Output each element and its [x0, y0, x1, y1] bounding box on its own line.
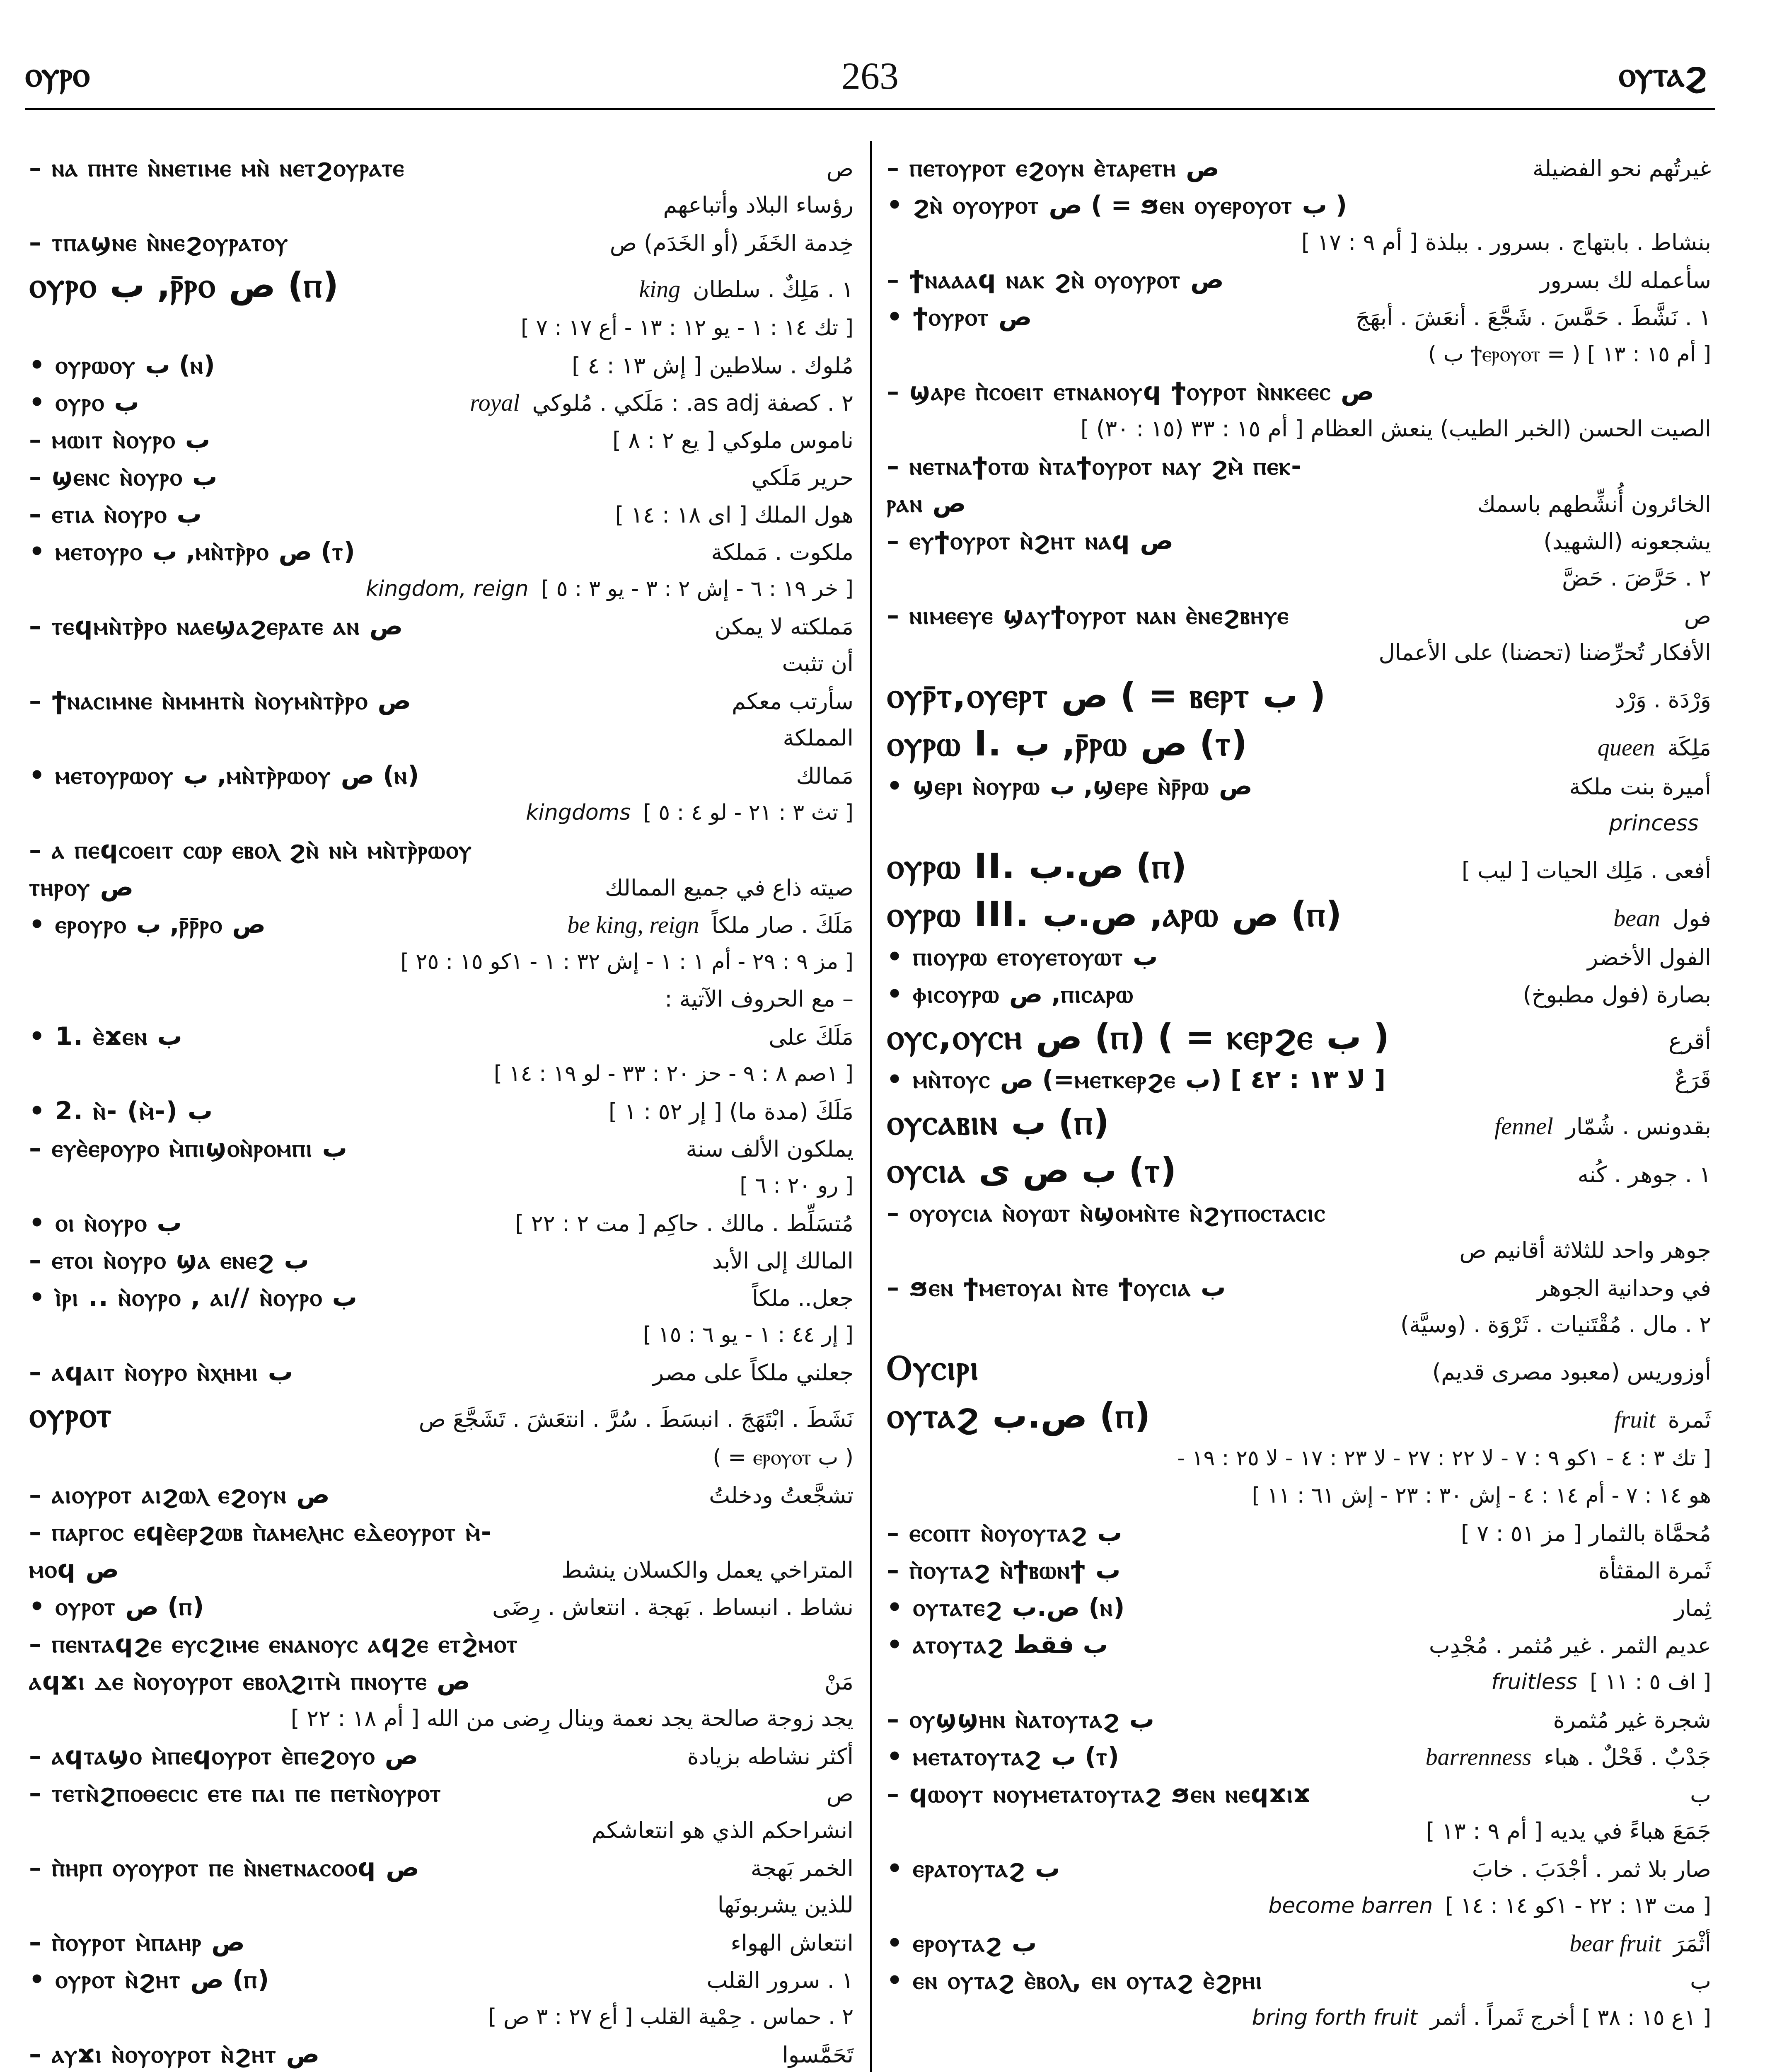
coptic-text: – ⲁ ⲡⲉϥⲥⲟⲉⲓⲧ ⲥⲱⲣ ⲉⲃⲟⲗ ϩⲛ̀ ⲛⲙ̀ ⲙⲛ̀ⲧⲣ̀ⲣⲱⲟⲩ	[29, 835, 472, 864]
arabic-gloss: ٢ . كصفة as adj. : مَلَكي . مُلوكي	[532, 390, 853, 416]
entry-line	[887, 1589, 1711, 1626]
scripture-reference: [ ١ع ١٥ : ٣٨ ] أخرج ثَمراً . أثمر	[1430, 2005, 1711, 2030]
entry-line	[29, 1625, 853, 1663]
arabic-gloss: مَلِكَة	[1667, 735, 1711, 761]
arabic-gloss: أكثر نشاطه بزيادة	[687, 1743, 853, 1769]
entry-line	[887, 149, 1711, 186]
coptic-text: • ⲁⲧⲟⲩⲧⲁϩ ب فقط	[887, 1630, 1108, 1659]
lemma-headword	[887, 1013, 1711, 1061]
lemma-headword	[29, 261, 853, 309]
entry-line	[29, 496, 853, 533]
entry-line	[29, 608, 853, 645]
reference-line	[887, 1999, 1711, 2036]
coptic-text: – ⲡ̀ⲟⲩⲧⲁϩ ⲛ̀ϯⲃⲱⲛϯ ب	[887, 1556, 1121, 1585]
arabic-gloss: ثَمرة المقثأة	[1598, 1558, 1711, 1584]
english-gloss: barrenness	[1425, 1743, 1532, 1770]
arabic-gloss: قَرَعٌ	[1675, 1067, 1711, 1093]
scripture-reference: ٢ . حماس . حِمْية القلب [ أع ٢٧ : ٣ ص ]	[488, 2004, 853, 2029]
entry-line	[29, 421, 853, 458]
lemma-headword	[887, 1146, 1711, 1194]
right-column	[887, 149, 1711, 2036]
entry-line	[29, 533, 853, 570]
arabic-gloss: مَنْ	[824, 1669, 853, 1695]
reference-line	[29, 570, 853, 608]
arabic-gloss: صار بلا ثمر . أجْدَبَ . خابَ	[1472, 1856, 1711, 1882]
coptic-text: ⲟⲩⲥⲁⲃⲓⲛ ب (ⲡ)	[887, 1102, 1109, 1143]
arabic-gloss: الصيت الحسن (الخبر الطيب) ينعش العظام [ أم ١٥ : ٣٣ (١٥ : ٣٠) ]	[1080, 416, 1711, 442]
entry-line	[887, 975, 1711, 1013]
scripture-reference: [ اف ٥ : ١١ ]	[1590, 1670, 1711, 1694]
entry-line	[29, 224, 853, 261]
scripture-reference: [ رو ٢٠ : ٦ ]	[740, 1173, 853, 1198]
coptic-text: ⲟⲩⲧⲁϩ ص.ب (ⲡ)	[887, 1395, 1151, 1436]
arabic-gloss: أوزوريس (معبود مصرى قديم)	[1432, 1359, 1711, 1385]
coptic-text: – ϣⲉⲛⲥ ⲛ̀ⲟⲩⲣⲟ ب	[29, 462, 218, 491]
arabic-gloss: نشاط . انبساط . بَهجة . انتعاش . رِضَى	[492, 1594, 853, 1620]
entry-line	[29, 458, 853, 496]
entry-line	[887, 1552, 1711, 1589]
entry-line	[887, 938, 1711, 975]
lemma-headword	[29, 1391, 853, 1439]
coptic-text: • ⲙⲉⲧⲁⲧⲟⲩⲧⲁϩ ب (ⲧ)	[887, 1742, 1119, 1771]
english-gloss: fruit	[1614, 1406, 1656, 1433]
coptic-text: – ⲧⲉϥⲙⲛ̀ⲧⲣ̀ⲣⲟ ⲛⲁⲉϣⲁϩⲉⲣⲁⲧⲉ ⲁⲛ ص	[29, 612, 403, 641]
arabic-gloss: الفول الأخضر	[1587, 944, 1711, 971]
coptic-text: • ⲡⲓⲟⲩⲣⲱ ⲉⲧⲟⲩⲉⲧⲟⲩⲱⲧ ب	[887, 942, 1158, 971]
coptic-text: – ⲁϥⲁⲓⲧ ⲛ̀ⲟⲩⲣⲟ ⲛ̀ⲭⲏⲙⲓ ب	[29, 1358, 293, 1387]
arabic-gloss: جوهر واحد للثلاثة أقانيم ص	[1459, 1237, 1711, 1263]
entry-line	[29, 1279, 853, 1316]
arabic-gloss: صيته ذاع في جميع الممالك	[604, 875, 853, 901]
scripture-reference: [ مت ١٣ : ٢٢ - ١كو ١٤ : ١٤ ]	[1445, 1893, 1711, 1918]
gloss-continuation	[29, 186, 853, 224]
scripture-reference: [ تك ٣ : ٤ - ١كو ٩ : ٧ - لا ٢٢ : ٢٧ - لا ٢٣ : ١٧ - لا ٢٥ : ١٩ -	[1177, 1446, 1711, 1471]
arabic-gloss: يشجعونه (الشهيد)	[1543, 528, 1711, 554]
scripture-reference: [ خر ١٩ : ٦ - إش ٢ : ٣ - يو ٣ : ٥ ]	[541, 576, 853, 601]
arabic-gloss: ثِمار	[1674, 1595, 1711, 1621]
arabic-gloss: انشراحكم الذي هو انتعاشكم	[592, 1817, 853, 1843]
coptic-text: • ⲟⲩⲣⲟ ب	[29, 388, 139, 417]
coptic-text: ⲟⲩⲣⲱ II. ص.ب (ⲡ)	[887, 846, 1187, 886]
gloss-continuation	[29, 980, 853, 1018]
entry-line	[887, 1514, 1711, 1552]
entry-line	[887, 767, 1711, 805]
arabic-gloss: رؤساء البلاد وأتباعهم	[663, 192, 853, 218]
entry-line	[29, 1130, 853, 1167]
arabic-gloss: ١ . نَشَّطَ . حَمَّسَ . شَجَّعَ . أنعَشَ . أبهَجَ	[1356, 305, 1711, 331]
page-header	[25, 46, 1715, 110]
entry-line	[887, 485, 1711, 522]
coptic-text: • ϯⲟⲩⲣⲟⲧ ص	[887, 303, 1032, 332]
reference-line	[887, 1663, 1711, 1701]
coptic-text: • ⲟⲩⲣⲟⲧ ص (ⲡ)	[29, 1592, 204, 1621]
scripture-reference: [ تك ١٤ : ١ - يو ١٢ : ١٣ - أع ١٧ : ٧ ]	[520, 315, 853, 340]
reference-line	[29, 1998, 853, 2036]
entry-line	[29, 906, 853, 943]
coptic-text: • ⲫⲓⲥⲟⲩⲣⲱ ص ,ⲡⲓⲥⲁⲣⲱ	[887, 980, 1134, 1009]
english-gloss: bring forth fruit	[1252, 2005, 1418, 2030]
entry-line	[29, 1663, 853, 1700]
entry-line	[887, 1194, 1711, 1232]
page-number: 263	[841, 55, 899, 97]
lemma-headword	[887, 671, 1711, 719]
coptic-text: – ϣⲁⲣⲉ ⲡ̀ⲥⲟⲉⲓⲧ ⲉⲧⲛⲁⲛⲟⲩϥ ϯⲟⲩⲣⲟⲧ ⲛ̀ⲛⲕⲉⲉⲥ ص	[887, 377, 1374, 406]
lemma-headword	[887, 1392, 1711, 1440]
coptic-text: ⲟⲩⲥ,ⲟⲩⲥⲏ ص (ⲡ) ( = ⲕⲉⲣϩⲉ ب )	[887, 1017, 1390, 1057]
arabic-gloss: ب	[1690, 1968, 1711, 1994]
english-gloss: royal	[470, 389, 520, 416]
arabic-gloss: ١ . مَلِكٌ . سلطان	[693, 276, 853, 303]
entry-line	[29, 1204, 853, 1242]
coptic-text: • ⲓ̀ⲣⲓ .. ⲛ̀ⲟⲩⲣⲟ , ⲁⲓ// ⲛ̀ⲟⲩⲣⲟ ب	[29, 1283, 357, 1312]
coptic-text: • ϣⲉⲣⲓ ⲛ̀ⲟⲩⲣⲱ ب ,ϣⲉⲣⲉ ⲛ̀ⲣ̄ⲣⲱ ص	[887, 772, 1252, 801]
arabic-gloss: مُحمَّاة بالثمار [ مز ٥١ : ٧ ]	[1461, 1520, 1711, 1547]
arabic-gloss: أن تثبت	[782, 650, 853, 676]
coptic-text: – ⲉⲧⲓⲁ ⲛ̀ⲟⲩⲣⲟ ب	[29, 500, 202, 529]
entry-line	[887, 522, 1711, 559]
entry-line	[887, 1701, 1711, 1738]
coptic-text: • ⲟⲩⲧⲁⲧⲉϩ ص.ب (ⲛ)	[887, 1593, 1125, 1622]
arabic-gloss: الأفكار تُحرِّضنا (تحضنا) على الأعمال	[1378, 639, 1711, 666]
coptic-text: – ⲟⲩⲟⲩⲥⲓⲁ ⲛ̀ⲟⲩⲱⲧ ⲛ̀ϣⲟⲙⲛ̀ⲧⲉ ⲛ̀ϩⲩⲡⲟⲥⲧⲁⲥⲓⲥ	[887, 1198, 1326, 1227]
entry-line	[887, 1850, 1711, 1887]
lemma-headword	[887, 890, 1711, 938]
arabic-gloss: مَمالك	[796, 763, 853, 789]
gloss-continuation	[887, 1232, 1711, 1269]
reference-line	[29, 1167, 853, 1204]
entry-line	[887, 1061, 1711, 1098]
coptic-text: ⲁϥϫⲓ ⲇⲉ ⲛ̀ⲟⲩⲟⲩⲣⲟⲧ ⲉⲃⲟⲗϩⲓⲧⲙ̀ ⲡⲛⲟⲩⲧⲉ ص	[29, 1667, 470, 1696]
coptic-text: – ϯⲛⲁⲁⲁϥ ⲛⲁⲕ ϩⲛ̀ ⲟⲩⲟⲩⲣⲟⲧ ص	[887, 265, 1224, 294]
coptic-text: – ϯⲛⲁⲥⲓⲙⲛⲉ ⲛ̀ⲙⲙⲏⲧⲛ̀ ⲛ̀ⲟⲩⲙⲛ̀ⲧⲣ̀ⲣⲟ ص	[29, 686, 411, 715]
arabic-gloss: المملكة	[783, 725, 853, 751]
coptic-text: ⲟⲩⲥⲓⲁ ب ص ى (ⲧ)	[887, 1150, 1177, 1191]
lemma-headword	[887, 1098, 1711, 1146]
coptic-text: – ⲁⲓⲟⲩⲣⲟⲧ ⲁⲓϩⲱⲗ ⲉϩⲟⲩⲛ ص	[29, 1480, 330, 1509]
entry-line	[29, 1353, 853, 1391]
coptic-text: – ⲙⲱⲓⲧ ⲛ̀ⲟⲩⲣⲟ ب	[29, 425, 210, 454]
gloss-continuation	[887, 1813, 1711, 1850]
scripture-reference: [ تث ٣ : ٢١ - لو ٤ : ٥ ]	[643, 800, 853, 825]
arabic-gloss: أميرة بنت ملكة	[1569, 774, 1711, 800]
entry-line	[887, 1775, 1711, 1813]
coptic-text: – ⲧⲡⲁϣⲛⲉ ⲛ̀ⲛⲉϩⲟⲩⲣⲁⲧⲟⲩ	[29, 228, 289, 257]
scripture-reference: ( = ⲉⲣⲟⲩⲟⲧ ب )	[713, 1445, 853, 1470]
reference-line	[887, 1477, 1711, 1514]
english-gloss: princess	[1609, 811, 1699, 836]
entry-line	[887, 298, 1711, 336]
arabic-gloss: يملكون الألف سنة	[686, 1136, 853, 1162]
english-gloss: king	[639, 276, 681, 303]
reference-line	[29, 1055, 853, 1092]
coptic-text: ⲙⲟϥ ص	[29, 1555, 119, 1584]
coptic-text: ⲟⲩⲣⲱ I. ب ,ⲣ̄ⲣⲱ ص (ⲧ)	[887, 723, 1248, 764]
entry-line	[887, 448, 1711, 485]
coptic-text: – ⲁϥⲧⲁϣⲟ ⲙ̀ⲡⲉϥⲟⲩⲣⲟⲧ ⲉ̀ⲡⲉϩⲟⲩⲟ ص	[29, 1741, 418, 1770]
coptic-text: Ⲟⲩⲥⲓⲣⲓ	[887, 1347, 979, 1388]
arabic-gloss: في وحدانية الجوهر	[1537, 1275, 1711, 1301]
arabic-gloss: ص	[826, 1781, 853, 1807]
arabic-gloss: – مع الحروف الآتية :	[665, 986, 853, 1012]
coptic-text: – ⲛⲉⲧⲛⲁϯⲟⲧⲱ ⲛ̀ⲧⲁϯⲟⲩⲣⲟⲧ ⲛⲁⲩ ϩⲙ̀ ⲡⲉⲕ-	[887, 452, 1303, 481]
coptic-text: – ⲛⲓⲙⲉⲉⲩⲉ ϣⲁⲩϯⲟⲩⲣⲟⲧ ⲛⲁⲛ ⲉ̀ⲛⲉϩⲃⲏⲩⲉ	[887, 601, 1289, 630]
coptic-text: • ⲟⲩⲣⲱⲟⲩ ب (ⲛ)	[29, 351, 215, 380]
arabic-gloss: ٢ . مال . مُقْتَنيات . ثَرْوَة . (وسيَّة)	[1400, 1312, 1711, 1338]
arabic-gloss: مَلَكَ . صار ملكاً	[711, 912, 853, 938]
lemma-headword	[887, 842, 1711, 890]
lemma-headword	[887, 719, 1711, 767]
arabic-gloss: ص	[826, 155, 853, 182]
reference-line	[887, 805, 1711, 842]
arabic-gloss: نَشَطَ . ابْتَهَجَ . انبسَطَ . سُرَّ . انتعَشَ . تَشَجَّعَ ص	[418, 1406, 853, 1432]
english-gloss: queen	[1597, 734, 1655, 761]
entry-line	[29, 1092, 853, 1130]
entry-line	[29, 1737, 853, 1774]
entry-line	[887, 261, 1711, 298]
lemma-headword	[887, 1343, 1711, 1392]
coptic-text: • ⲉⲣⲟⲩⲧⲁϩ ب	[887, 1929, 1037, 1958]
reference-line	[29, 309, 853, 346]
arabic-gloss: تشجَّعتُ ودخلتُ	[709, 1482, 853, 1508]
arabic-gloss: ناموس ملوكي [ يع ٢ : ٨ ]	[612, 427, 853, 453]
reference-line	[29, 1316, 853, 1353]
coptic-text: • ϩⲛ̀ ⲟⲩⲟⲩⲣⲟⲧ ص ( = ϧⲉⲛ ⲟⲩⲉⲣⲟⲩⲟⲧ ب )	[887, 191, 1347, 220]
gloss-continuation	[29, 1700, 853, 1737]
entry-line	[29, 384, 853, 421]
arabic-gloss: جَمَعَ هباءً في يديه [ أم ٩ : ١٣ ]	[1426, 1818, 1711, 1844]
arabic-gloss: شجرة غير مُثمرة	[1553, 1707, 1711, 1733]
gloss-continuation	[887, 634, 1711, 671]
arabic-gloss: جعلني ملكاً على مصر	[653, 1360, 853, 1386]
coptic-text: ⲟⲩⲣⲟ ب ,ⲣ̄ⲣⲟ ص (ⲡ)	[29, 265, 339, 305]
arabic-gloss: بصارة (فول مطبوخ)	[1523, 982, 1711, 1008]
entry-line	[29, 1018, 853, 1055]
coptic-text: – ⲉⲥⲟⲡⲧ ⲛ̀ⲟⲩⲟⲩⲧⲁϩ ب	[887, 1518, 1122, 1547]
arabic-gloss: وَرْدَة . وَرْد	[1615, 687, 1711, 713]
arabic-gloss: مَملكته لا يمكن	[714, 614, 853, 640]
coptic-text: ⲟⲩⲣⲟⲧ	[29, 1394, 112, 1435]
scripture-reference: [ أم ١٥ : ١٣ ] ( = ϯⲉⲣⲟⲩⲟⲧ ب )	[1428, 342, 1711, 367]
arabic-gloss: ملكوت . مَملكة	[711, 539, 853, 565]
coptic-text: • 2. ⲛ̀- (ⲙ̀-) ب	[29, 1097, 213, 1126]
entry-line	[887, 1924, 1711, 1962]
running-head-right: ⲟⲩⲧⲁϩ	[1618, 54, 1707, 94]
coptic-text: • ⲙⲉⲧⲟⲩⲣⲱⲟⲩ ب ,ⲙⲛ̀ⲧⲣ̀ⲣⲱⲟⲩ ص (ⲛ)	[29, 761, 419, 790]
entry-line	[29, 2036, 853, 2072]
entry-line	[29, 1588, 853, 1625]
arabic-gloss: مَلَكَ (مدة ما) [ إر ٥٢ : ١ ]	[608, 1099, 853, 1125]
arabic-gloss: تَحَمَّسوا	[782, 2042, 853, 2068]
arabic-gloss: حرير مَلَكي	[751, 465, 853, 491]
gloss-continuation	[29, 719, 853, 757]
arabic-gloss: جَدْبٌ . قَحْلٌ . هباء	[1544, 1744, 1711, 1770]
coptic-text: ⲧⲏⲣⲟⲩ ص	[29, 873, 134, 902]
english-gloss: fennel	[1494, 1113, 1553, 1140]
english-gloss: fruitless	[1491, 1670, 1578, 1694]
coptic-text: – ⲛⲁ ⲡⲏⲧⲉ ⲛ̀ⲛⲉⲧⲓⲙⲉ ⲙⲛ̀ ⲛⲉⲧϩⲟⲩⲣⲁⲧⲉ	[29, 153, 405, 182]
coptic-text: – ⲡ̀ⲏⲣⲡ ⲟⲩⲟⲩⲣⲟⲧ ⲡⲉ ⲛ̀ⲛⲉⲧⲛⲁⲥⲟⲟϥ ص	[29, 1853, 419, 1882]
entry-line	[887, 186, 1711, 224]
arabic-gloss: سأرتب معكم	[732, 688, 853, 714]
english-gloss: kingdoms	[526, 800, 631, 825]
arabic-gloss: هول الملك [ اى ١٨ : ١٤ ]	[615, 502, 853, 528]
arabic-gloss: ب	[1690, 1782, 1711, 1808]
entry-line	[887, 1738, 1711, 1775]
entry-line	[29, 757, 853, 794]
gloss-continuation	[887, 1306, 1711, 1343]
entry-line	[29, 346, 853, 384]
entry-line	[887, 373, 1711, 410]
scripture-reference: [ مز ٩ : ٢٩ - أم ١ : ١ - إش ٣٢ : ١ - ١كو ١٥ : ٢٥ ]	[400, 949, 853, 974]
english-gloss: bear fruit	[1569, 1930, 1661, 1957]
reference-line	[29, 1439, 853, 1476]
gloss-continuation	[29, 1812, 853, 1849]
coptic-text: – ⲡⲉⲧⲟⲩⲣⲟⲧ ⲉϩⲟⲩⲛ ⲉ̀ⲧⲁⲣⲉⲧⲏ ص	[887, 153, 1219, 182]
entry-line	[887, 1269, 1711, 1306]
coptic-text: • ⲙⲛ̀ⲧⲟⲩⲥ ص (=ⲙⲉⲧⲕⲉⲣϩⲉ ب) [ لا ١٣ : ٤٢ ]	[887, 1065, 1386, 1094]
scripture-reference: [ ١صم ٨ : ٩ - حز ٢٠ : ٣٣ - لو ١٩ : ١٤ ]	[493, 1061, 853, 1086]
coptic-text: – ⲉⲩⲉ̀ⲉⲣⲟⲩⲣⲟ ⲙ̀ⲡⲓϣⲟⲛ̀ⲣⲟⲙⲡⲓ ب	[29, 1134, 347, 1163]
coptic-text: – ⲡⲁⲣⲅⲟⲥ ⲉϥⲉ̀ⲉⲣϩⲱⲃ ⲡ̀ⲁⲙⲉⲗⲏⲥ ⲉⲇ̀ⲉⲟⲩⲣⲟⲧ ⲙ̀-	[29, 1518, 492, 1547]
arabic-gloss: الخائرون أُنشِّطهم باسمك	[1477, 491, 1711, 517]
entry-line	[29, 682, 853, 719]
arabic-gloss: بنشاط . بابتهاج . بسرور . ببلذة [ أم ٩ : ١٧ ]	[1301, 229, 1711, 255]
coptic-text: ⲟⲩⲣ̄ⲧ,ⲟⲩⲉⲣⲧ ص ( = ⲃⲉⲣⲧ ب )	[887, 675, 1326, 716]
entry-line	[887, 1626, 1711, 1663]
arabic-gloss: ١ . جوهر . كُنه	[1577, 1162, 1711, 1188]
coptic-text: – ⲉⲩϯⲟⲩⲣⲟⲧ ⲛ̀ϩⲏⲧ ⲛⲁϥ ص	[887, 526, 1174, 555]
running-head-left: ⲟⲩⲣⲟ	[25, 54, 89, 94]
entry-line	[29, 1242, 853, 1279]
entry-line	[29, 1551, 853, 1588]
column-divider	[870, 141, 872, 2072]
gloss-continuation	[887, 559, 1711, 597]
reference-line	[887, 336, 1711, 373]
coptic-text: – ⲧⲉⲧⲛ̀ϩⲡⲟⲑⲉⲥⲓⲥ ⲉⲧⲉ ⲡⲁⲓ ⲡⲉ ⲡⲉⲧⲛ̀ⲟⲩⲣⲟⲧ	[29, 1779, 442, 1808]
coptic-text: • ⲉⲛ ⲟⲩⲧⲁϩ ⲉ̀ⲃⲟⲗ, ⲉⲛ ⲟⲩⲧⲁϩ ⲉ̀ϩⲣⲏⲓ	[887, 1966, 1263, 1995]
coptic-text: – ⲡ̀ⲟⲩⲣⲟⲧ ⲙ̀ⲡⲁⲏⲣ ص	[29, 1928, 245, 1957]
entry-line	[29, 869, 853, 906]
coptic-text: • ⲉⲣⲁⲧⲟⲩⲧⲁϩ ب	[887, 1854, 1060, 1883]
gloss-continuation	[29, 645, 853, 682]
arabic-gloss: خِدمة الخَفَر (أو الخَدَم) ص	[609, 230, 853, 256]
coptic-text: • ⲟⲩⲣⲟⲧ ⲛ̀ϩⲏⲧ ص (ⲡ)	[29, 1965, 269, 1994]
arabic-gloss: مُتسَلِّط . مالك . حاكِم [ مت ٢ : ٢٢ ]	[515, 1210, 853, 1237]
reference-line	[887, 1440, 1711, 1477]
coptic-text: – ϥⲱⲟⲩⲧ ⲛⲟⲩⲙⲉⲧⲁⲧⲟⲩⲧⲁϩ ϧⲉⲛ ⲛⲉϥϫⲓϫ	[887, 1779, 1311, 1808]
arabic-gloss: غيرتُهم نحو الفضيلة	[1532, 155, 1711, 182]
coptic-text: – ⲉⲧⲟⲓ ⲛ̀ⲟⲩⲣⲟ ϣⲁ ⲉⲛⲉϩ ب	[29, 1246, 309, 1275]
coptic-text: – ϧⲉⲛ ϯⲙⲉⲧⲟⲩⲁⲓ ⲛ̀ⲧⲉ ϯⲟⲩⲥⲓⲁ ب	[887, 1273, 1226, 1302]
arabic-gloss: سأعمله لك بسرور	[1540, 267, 1711, 293]
reference-line	[887, 1887, 1711, 1924]
arabic-gloss: ١ . سرور القلب	[706, 1967, 853, 1993]
entry-line	[29, 1774, 853, 1812]
entry-line	[29, 1924, 853, 1961]
coptic-text: – ⲟⲩϣϣⲏⲛ ⲛ̀ⲁⲧⲟⲩⲧⲁϩ ب	[887, 1705, 1155, 1734]
coptic-text: • 1. ⲉ̀ϫⲉⲛ ب	[29, 1022, 182, 1051]
coptic-text: • ⲙⲉⲧⲟⲩⲣⲟ ب ,ⲙⲛ̀ⲧⲣ̀ⲣⲟ ص (ⲧ)	[29, 537, 355, 566]
arabic-gloss: عديم الثمر . غير مُثمر . مُجْدِب	[1429, 1632, 1711, 1658]
entry-line	[29, 1476, 853, 1513]
arabic-gloss: انتعاش الهواء	[730, 1930, 853, 1956]
arabic-gloss: فول	[1673, 905, 1711, 932]
arabic-gloss: ٢ . حَرَّضَ . حَضَّ	[1562, 565, 1711, 591]
entry-line	[887, 597, 1711, 634]
coptic-text: • ⲉⲣⲟⲩⲣⲟ ب ,ⲣ̄ⲣ̄ⲣⲟ ص	[29, 910, 266, 939]
reference-line	[29, 943, 853, 980]
coptic-text: ⲣⲁⲛ ص	[887, 489, 966, 518]
gloss-continuation	[887, 224, 1711, 261]
coptic-text: – ⲡⲉⲛⲧⲁϥϩⲉ ⲉⲩⲥϩⲓⲙⲉ ⲉⲛⲁⲛⲟⲩⲥ ⲁϥϩⲉ ⲉⲧϩ̀ⲙⲟⲧ	[29, 1629, 518, 1658]
scripture-reference: [ إر ٤٤ : ١ - يو ٦ : ١٥ ]	[643, 1322, 853, 1347]
english-gloss: become barren	[1268, 1893, 1433, 1918]
entry-line	[29, 831, 853, 869]
arabic-gloss: مُلوك . سلاطين [ إش ١٣ : ٤ ]	[572, 353, 853, 379]
coptic-text: ⲟⲩⲣⲱ III. ص.ب ,ⲁⲣⲱ ص (ⲡ)	[887, 894, 1342, 934]
left-column	[29, 149, 853, 2072]
arabic-gloss: أفعى . مَلِك الحيات [ ليب ]	[1461, 857, 1711, 884]
arabic-gloss: أثْمَرَ	[1673, 1931, 1711, 1957]
coptic-text: – ⲁⲩϫⲓ ⲛ̀ⲟⲩⲟⲩⲣⲟⲧ ⲛ̀ϩⲏⲧ ص	[29, 2040, 320, 2069]
gloss-continuation	[887, 410, 1711, 448]
entry-line	[29, 1849, 853, 1886]
gloss-continuation	[29, 1886, 853, 1924]
coptic-text: • ⲟⲓ ⲛ̀ⲟⲩⲣⲟ ب	[29, 1208, 182, 1237]
arabic-gloss: المالك إلى الأبد	[712, 1248, 853, 1274]
arabic-gloss: جعل.. ملكاً	[752, 1285, 853, 1311]
entry-line	[887, 1962, 1711, 1999]
entry-line	[29, 1961, 853, 1998]
english-gloss: be king, reign	[567, 911, 699, 938]
arabic-gloss: المتراخي يعمل والكسلان ينشط	[561, 1557, 853, 1583]
arabic-gloss: الخمر بَهجة	[750, 1855, 853, 1881]
english-gloss: kingdom, reign	[365, 576, 529, 601]
arabic-gloss: يجد زوجة صالحة يجد نعمة وينال رِضى من الله [ أم ١٨ : ٢٢ ]	[290, 1705, 853, 1731]
english-gloss: bean	[1613, 905, 1661, 932]
arabic-gloss: للذين يشربونَها	[717, 1892, 853, 1918]
entry-line	[29, 1513, 853, 1551]
arabic-gloss: بقدونس . شُمّار	[1565, 1113, 1711, 1140]
arabic-gloss: أقرع	[1668, 1028, 1711, 1054]
arabic-gloss: ثَمرة	[1668, 1407, 1711, 1433]
entry-line	[29, 149, 853, 186]
scripture-reference: هو ١٤ : ٧ - أم ١٤ : ٤ - إش ٣٠ : ٢٣ - إش ٦١ : ١١ ]	[1252, 1483, 1711, 1508]
arabic-gloss: ص	[1684, 603, 1711, 629]
arabic-gloss: مَلَكَ على	[769, 1024, 853, 1050]
reference-line	[29, 794, 853, 831]
